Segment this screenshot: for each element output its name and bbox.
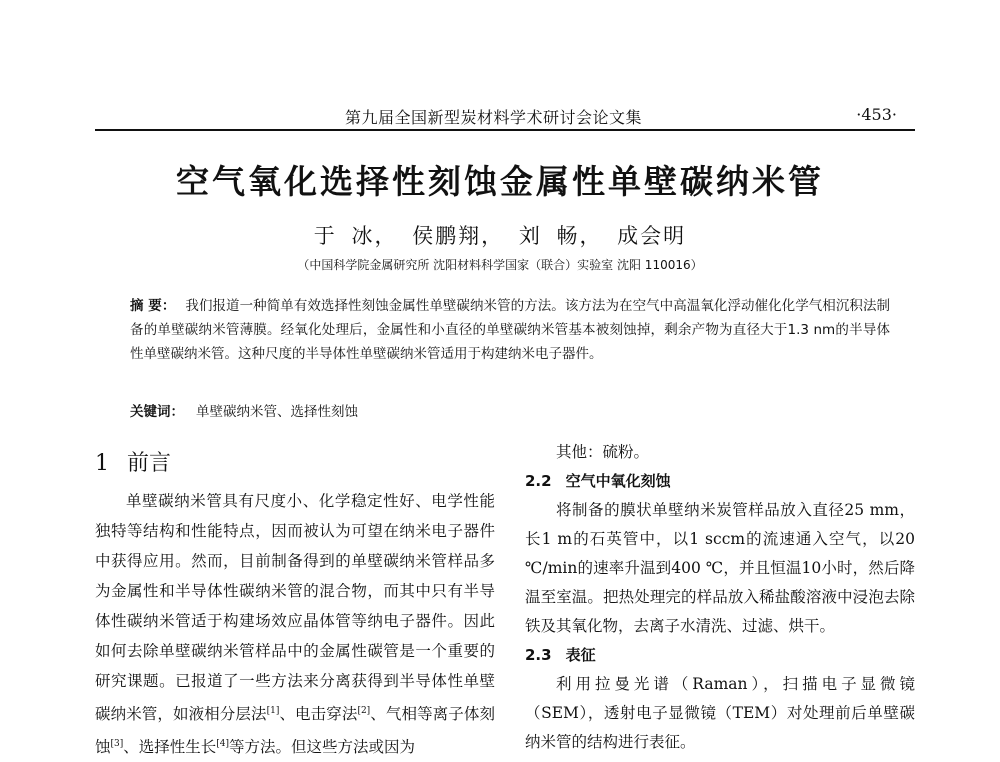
keywords [130,400,358,420]
running-header [95,105,915,131]
abstract [130,294,890,366]
subsection-2-2-heading [525,467,915,496]
running-title: 第九届全国新型炭材料学术研讨会论文集 [345,108,643,127]
intro-text-c: 、气相等离子体刻蚀 [95,705,495,757]
subsection-2-3-text: 利用拉曼光谱（Raman），扫描电子显微镜（SEM），透射电子显微镜（TEM）对处理前后单壁碳纳米管的结构进行表征。 [525,675,915,751]
subsection-2-2-title: 空气中氧化刻蚀 [565,472,671,490]
citation-4: [4] [216,739,230,750]
authors: 于 冰， 侯鹏翔， 刘 畅， 成会明 [313,224,687,248]
subsection-2-2-number: 2.2 [525,472,552,490]
subsection-2-3-heading [525,641,915,670]
left-column [95,486,495,762]
citation-1: [1] [266,706,280,716]
section-number: 1 [95,451,109,476]
section-title: 前言 [127,451,172,476]
intro-paragraph [95,486,495,762]
keywords-label: 关键词： [130,404,184,420]
keywords-text: 单壁碳纳米管、选择性刻蚀 [196,404,358,420]
subsection-2-3-title: 表征 [565,646,596,664]
subsection-2-3-number: 2.3 [525,646,552,664]
abstract-label: 摘 要： [130,298,176,314]
intro-text-b: 、电击穿法 [279,705,358,724]
paper-title: 空气氧化选择性刻蚀金属性单壁碳纳米管 [176,162,824,201]
intro-text-a: 单壁碳纳米管具有尺度小、化学稳定性好、电学性能独特等结构和性能特点，因而被认为可望在纳米电子器件中获得应用。然而，目前制备得到的单壁碳纳米管样品多为金属性和半导体性碳纳米管的混合物，而其中只有半导体性碳纳米管适于构建场效应晶体管等纳电子器件。因此如何去除单壁碳纳米管样品中的金属性碳管是一个重要的研究课题。已报道了一些方法来分离获得到半导体性单壁碳纳米管，如液相分层法 [95,492,495,724]
intro-text-d: 、选择性生长 [123,738,217,757]
section-heading [95,446,171,477]
page-number: ·453· [856,105,897,124]
materials-other: 其他：硫粉。 [556,443,650,461]
citation-3: [3] [110,739,124,750]
intro-text-e: 等方法。但这些方法或因为 [229,738,416,757]
citation-2: [2] [357,706,371,716]
subsection-2-2-text: 将制备的膜状单壁纳米炭管样品放入直径25 mm，长1 m的石英管中，以1 sccm的流速通入空气，以20 ℃/min的速率升温到400 ℃，并且恒温10小时，然后降温至室温。把热处理完的样品放入稀盐酸溶液中浸泡去除铁及其氧化物，去离子水清洗、过滤、烘干。 [525,501,915,635]
abstract-text: 我们报道一种简单有效选择性刻蚀金属性单壁碳纳米管的方法。该方法为在空气中高温氧化浮动催化化学气相沉积法制备的单壁碳纳米管薄膜。经氧化处理后，金属性和小直径的单壁碳纳米管基本被刻蚀掉，剩余产物为直径大于1.3 nm的半导体性单壁碳纳米管。这种尺度的半导体性单壁碳纳米管适用于构建纳米电子器件。 [130,298,890,362]
affiliation: （中国科学院金属研究所 沈阳材料科学国家（联合）实验室 沈阳 110016） [297,258,703,272]
right-column [525,438,915,757]
